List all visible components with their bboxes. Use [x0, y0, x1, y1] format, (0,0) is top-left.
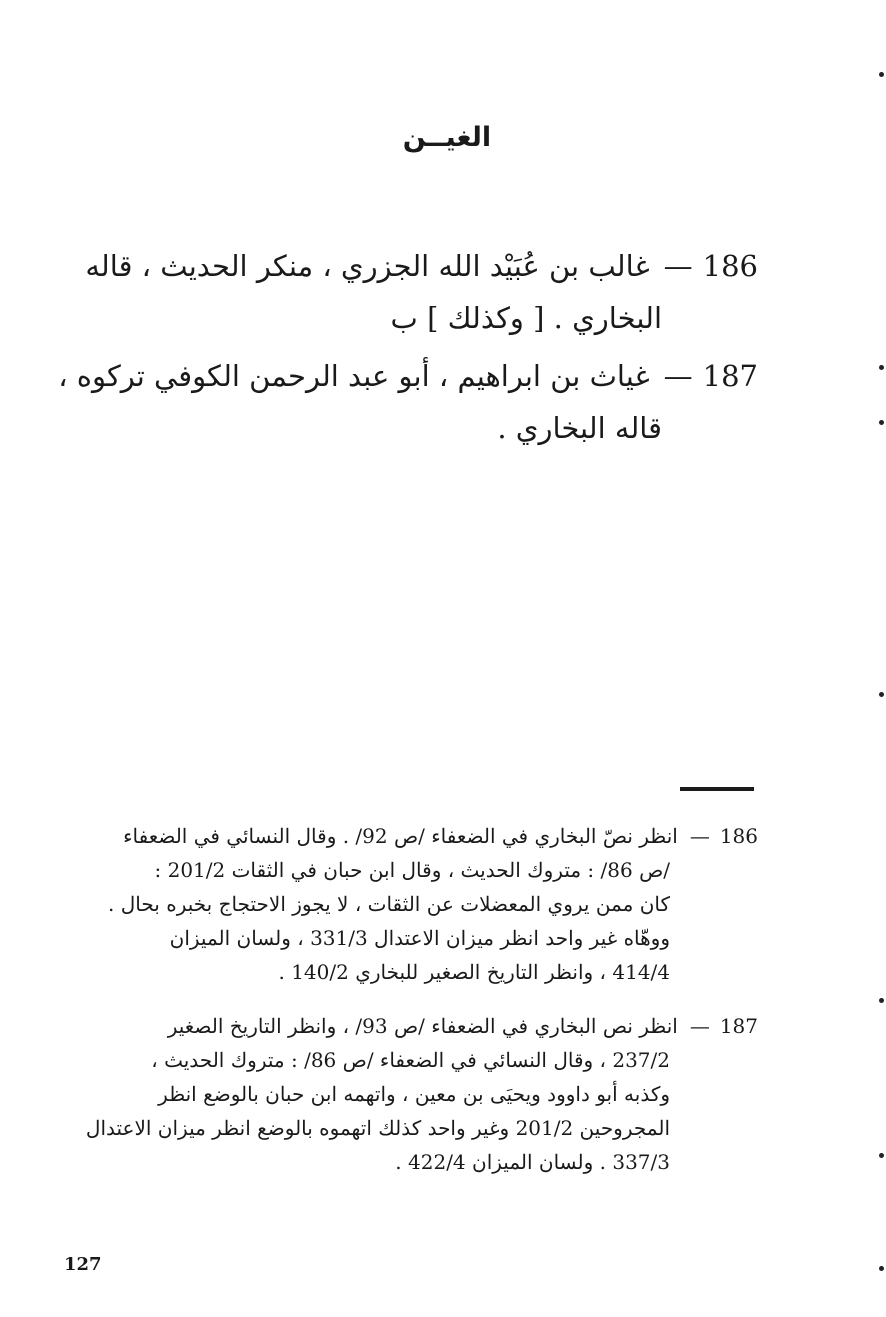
entry-number: 187 [702, 359, 758, 393]
entry-number: 186 [702, 249, 758, 283]
entry-187 [58, 350, 758, 454]
footnote-line [62, 819, 758, 853]
scan-mark [879, 420, 884, 425]
footnote-line: وكذبه أبو داوود ويحيَى بن معين ، واتهمه ابن حبان بالوضع انظر [158, 1082, 670, 1106]
page-number: 127 [64, 1254, 102, 1275]
footnote-separator [680, 787, 754, 791]
footnote-line: 414/4 ، وانظر التاريخ الصغير للبخاري 140/2 . [278, 960, 670, 984]
entry-text: غياث بن ابراهيم ، أبو عبد الرحمن الكوفي تركوه ، [58, 359, 650, 393]
footnote-line: ووهّاه غير واحد انظر ميزان الاعتدال 331/3 ، ولسان الميزان [169, 926, 670, 950]
footnote-line: المجروحين 201/2 وغير واحد كذلك اتهموه بالوضع انظر ميزان الاعتدال [85, 1116, 670, 1140]
chapter-heading: الغيــن [402, 122, 492, 153]
footnote-text: انظر نص البخاري في الضعفاء /ص 93/ ، وانظر التاريخ الصغير [167, 1014, 678, 1038]
scan-mark [879, 998, 884, 1003]
footnote-dash: — [689, 1014, 710, 1038]
footnote-number: 186 [719, 824, 758, 848]
entry-text: غالب بن عُبَيْد الله الجزري ، منكر الحديث ، قاله [85, 249, 650, 283]
scan-mark [879, 692, 884, 697]
footnote-number: 187 [719, 1014, 758, 1038]
footnote-line: كان ممن يروي المعضلات عن الثقات ، لا يجوز الاحتجاج بخبره بحال . [108, 892, 670, 916]
footnote-line: 337/3 . ولسان الميزان 422/4 . [395, 1150, 670, 1174]
footnote-dash: — [689, 824, 710, 848]
footnote-line [62, 1009, 758, 1043]
entry-line: البخاري . [ وكذلك ] ب [390, 301, 662, 335]
entry-186 [58, 240, 758, 344]
footnote-187 [62, 1009, 758, 1179]
entry-dash: — [663, 249, 693, 283]
scan-mark [879, 365, 884, 370]
footnote-186 [62, 819, 758, 989]
footnote-line: 237/2 ، وقال النسائي في الضعفاء /ص 86/ : متروك الحديث ، [151, 1048, 670, 1072]
footnote-text: انظر نصّ البخاري في الضعفاء /ص 92/ . وقال النسائي في الضعفاء [123, 824, 678, 848]
entry-line: قاله البخاري . [497, 411, 662, 445]
entry-line [58, 350, 758, 402]
scan-mark [879, 1266, 884, 1271]
entry-line [58, 240, 758, 292]
scan-mark [879, 72, 884, 77]
scan-mark [879, 1153, 884, 1158]
entry-dash: — [663, 359, 693, 393]
footnote-line: /ص 86/ : متروك الحديث ، وقال ابن حبان في الثقات 201/2 : [154, 858, 670, 882]
